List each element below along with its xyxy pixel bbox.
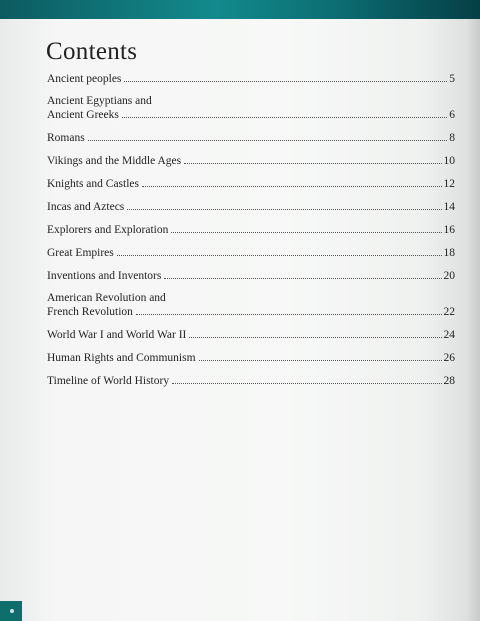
toc-page-number: 8 <box>449 132 455 144</box>
toc-entry-row <box>47 72 455 86</box>
dot-leader <box>88 139 448 141</box>
dot-leader <box>136 313 442 315</box>
dot-leader <box>142 185 442 187</box>
dot-leader <box>172 382 441 384</box>
toc-entry[interactable] <box>47 374 455 388</box>
toc-page-number: 18 <box>443 247 455 259</box>
marker-dot-icon <box>10 609 14 613</box>
toc-entry[interactable] <box>47 200 455 214</box>
toc-entry-title: Ancient Egyptians and <box>47 95 152 107</box>
toc-entry[interactable] <box>47 328 455 342</box>
toc-entry[interactable] <box>47 131 455 145</box>
toc-page-number: 28 <box>443 375 455 387</box>
toc-entry-title: Great Empires <box>47 247 114 259</box>
toc-entry-row <box>47 305 455 319</box>
toc-entry-title: Explorers and Exploration <box>47 224 169 236</box>
toc-page-number: 14 <box>443 201 455 213</box>
toc-entry-row <box>47 246 455 260</box>
toc-entry-title: French Revolution <box>47 306 133 318</box>
toc-entry-row <box>47 269 455 283</box>
toc-entry-row <box>47 108 455 122</box>
toc-page-number: 20 <box>443 270 455 282</box>
toc-page-number: 12 <box>443 178 455 190</box>
dot-leader <box>117 254 442 256</box>
toc-entry[interactable] <box>47 154 455 168</box>
toc-entry-row <box>47 200 455 214</box>
toc-entry-row <box>47 177 455 191</box>
toc-entry-row <box>47 374 455 388</box>
page-gutter-shadow <box>466 19 480 621</box>
page-number-marker <box>0 601 22 621</box>
toc-entry-title: World War I and World War II <box>47 329 187 341</box>
toc-page-number: 26 <box>443 352 455 364</box>
toc-entry[interactable] <box>47 223 455 237</box>
dot-leader <box>189 336 441 338</box>
toc-entry-title: Timeline of World History <box>47 375 170 387</box>
table-of-contents <box>47 72 455 388</box>
toc-entry[interactable] <box>47 291 455 319</box>
toc-entry-title: Ancient Greeks <box>47 109 119 121</box>
toc-page-number: 22 <box>443 306 455 318</box>
toc-entry-title: Ancient peoples <box>47 73 122 85</box>
toc-page-number: 24 <box>443 329 455 341</box>
dot-leader <box>124 80 447 82</box>
toc-entry-title: Incas and Aztecs <box>47 201 125 213</box>
toc-entry[interactable] <box>47 351 455 365</box>
toc-entry-row <box>47 223 455 237</box>
toc-entry-title: Human Rights and Communism <box>47 352 196 364</box>
toc-entry-row <box>47 351 455 365</box>
header-color-band <box>0 0 480 19</box>
toc-page-number: 16 <box>443 224 455 236</box>
toc-entry-title: American Revolution and <box>47 292 166 304</box>
toc-page-number: 6 <box>449 109 455 121</box>
page-title: Contents <box>46 38 138 65</box>
toc-entry[interactable] <box>47 246 455 260</box>
toc-entry[interactable] <box>47 94 455 122</box>
toc-page-number: 5 <box>449 73 455 85</box>
toc-page-number: 10 <box>443 155 455 167</box>
toc-entry-row <box>47 328 455 342</box>
toc-entry[interactable] <box>47 72 455 86</box>
dot-leader <box>184 162 441 164</box>
toc-entry-row <box>47 154 455 168</box>
toc-entry[interactable] <box>47 177 455 191</box>
dot-leader <box>127 208 441 210</box>
toc-entry-title: Inventions and Inventors <box>47 270 162 282</box>
toc-entry-title: Vikings and the Middle Ages <box>47 155 182 167</box>
dot-leader <box>164 277 441 279</box>
dot-leader <box>171 231 441 233</box>
toc-entry-title: Romans <box>47 132 85 144</box>
dot-leader <box>122 116 447 118</box>
toc-entry-row <box>47 131 455 145</box>
toc-entry[interactable] <box>47 269 455 283</box>
toc-entry-title: Knights and Castles <box>47 178 139 190</box>
dot-leader <box>199 359 442 361</box>
